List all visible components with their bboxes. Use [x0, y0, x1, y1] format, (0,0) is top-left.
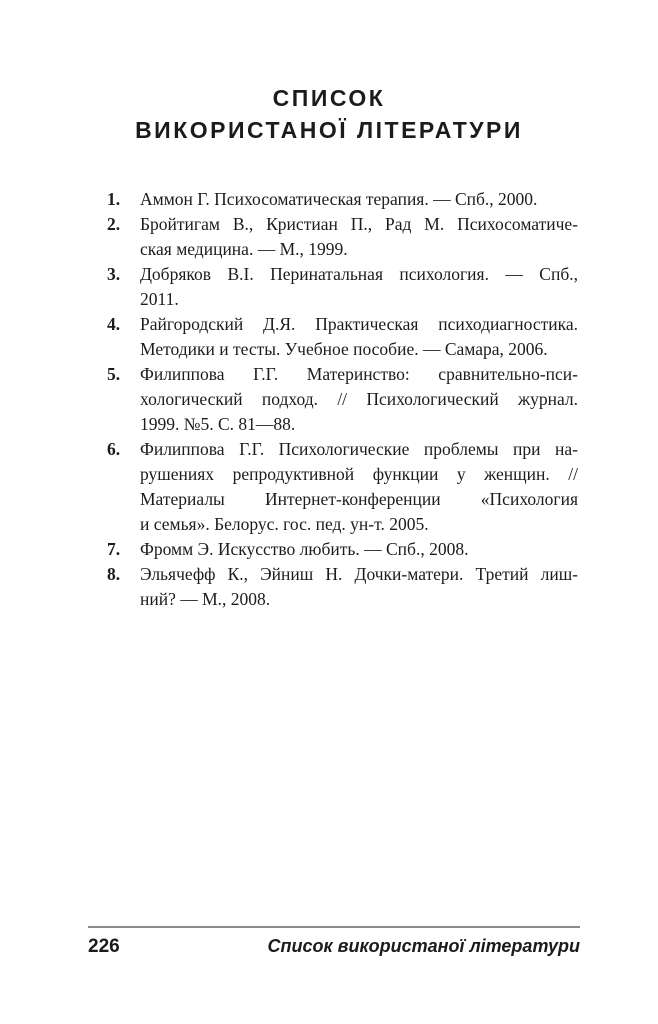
reference-line: ская медицина. — М., 1999.	[140, 239, 348, 259]
reference-text	[140, 262, 578, 312]
reference-line: хологический подход. // Психологический журнал.	[140, 389, 578, 409]
chapter-title-line1: СПИСОК	[272, 85, 386, 111]
reference-item	[107, 362, 578, 437]
reference-text	[140, 312, 578, 362]
reference-number: 2.	[107, 214, 121, 234]
reference-text	[140, 187, 578, 212]
reference-item	[107, 187, 578, 212]
reference-line: Аммон Г. Психосоматическая терапия. — Спб., 2000.	[140, 189, 538, 209]
reference-line: Методики и тесты. Учебное пособие. — Самара, 2006.	[140, 339, 548, 359]
reference-number: 4.	[107, 314, 121, 334]
reference-line: Эльячефф К., Эйниш Н. Дочки-матери. Третий лиш-	[140, 564, 578, 584]
reference-line: 1999. №5. С. 81—88.	[140, 414, 296, 434]
reference-line: и семья». Белорус. гос. пед. ун-т. 2005.	[140, 514, 429, 534]
reference-line: ний? — М., 2008.	[140, 589, 271, 609]
reference-number: 1.	[107, 189, 121, 209]
reference-number: 8.	[107, 564, 121, 584]
reference-text	[140, 537, 578, 562]
reference-line: Материалы Интернет-конференции «Психология	[140, 489, 578, 509]
reference-item	[107, 212, 578, 262]
reference-text	[140, 437, 578, 537]
reference-list	[107, 187, 578, 612]
running-title: Список використаної літератури	[267, 936, 580, 956]
page-footer	[88, 926, 580, 958]
reference-line: рушениях репродуктивной функции у женщин. //	[140, 464, 578, 484]
reference-line: Бройтигам В., Кристиан П., Рад М. Психосоматиче-	[140, 214, 578, 234]
reference-line: Райгородский Д.Я. Практическая психодиагностика.	[140, 314, 578, 334]
reference-text	[140, 212, 578, 262]
reference-text	[140, 362, 578, 437]
reference-number: 7.	[107, 539, 121, 559]
reference-item	[107, 262, 578, 312]
reference-line: 2011.	[140, 289, 179, 309]
reference-item	[107, 562, 578, 612]
reference-item	[107, 437, 578, 537]
chapter-title	[83, 82, 575, 146]
reference-number: 5.	[107, 364, 121, 384]
reference-line: Фромм Э. Искусство любить. — Спб., 2008.	[140, 539, 469, 559]
reference-line: Добряков В.І. Перинатальная психология. — Спб.,	[140, 264, 578, 284]
reference-line: Филиппова Г.Г. Материнство: сравнительно-пси-	[140, 364, 578, 384]
reference-number: 6.	[107, 439, 121, 459]
chapter-title-line2: ВИКОРИСТАНОЇ ЛІТЕРАТУРИ	[135, 117, 523, 143]
reference-text	[140, 562, 578, 612]
page-number: 226	[88, 936, 120, 957]
reference-line: Филиппова Г.Г. Психологические проблемы при на-	[140, 439, 578, 459]
reference-number: 3.	[107, 264, 121, 284]
reference-item	[107, 312, 578, 362]
reference-item	[107, 537, 578, 562]
